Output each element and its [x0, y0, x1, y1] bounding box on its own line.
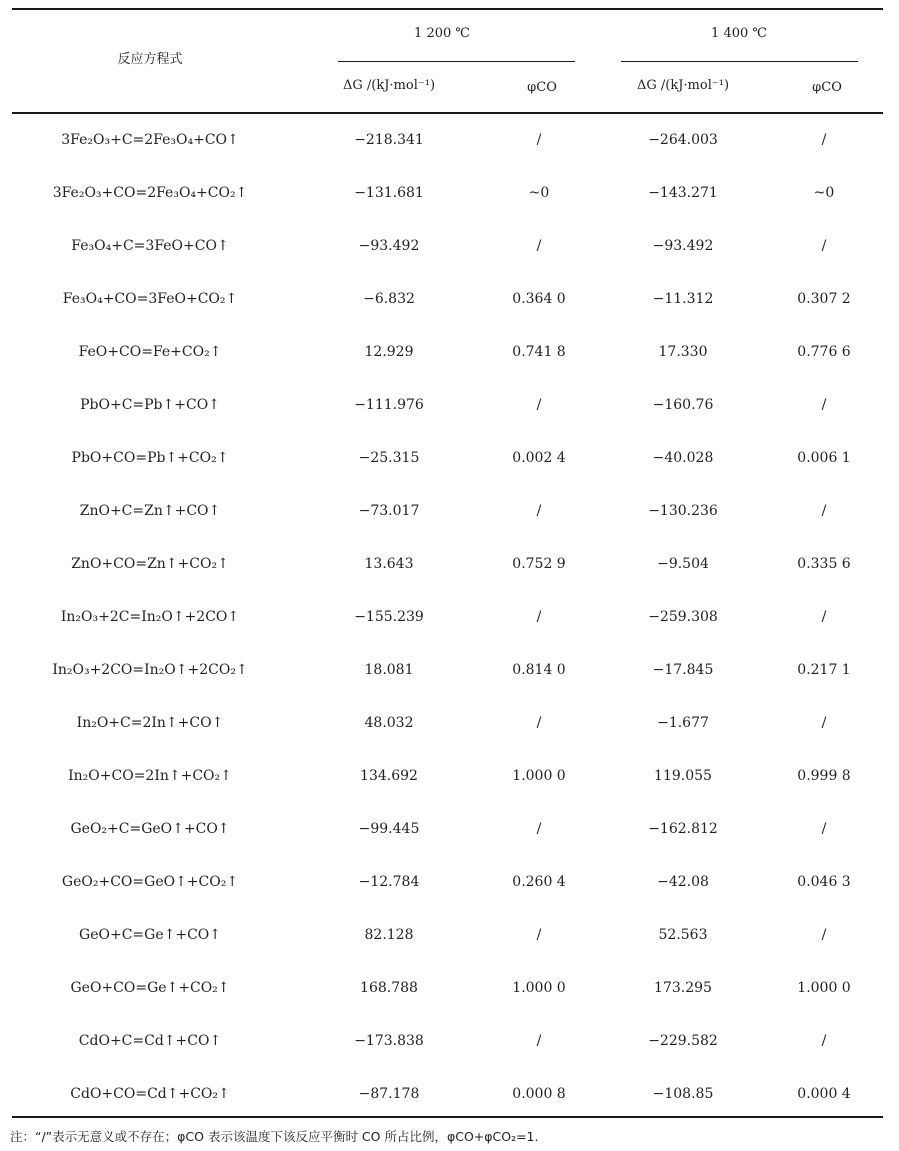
table-row	[12, 590, 883, 643]
table-row	[12, 484, 883, 537]
table-row	[12, 750, 883, 803]
phi-co-1200-cell: /	[536, 927, 542, 944]
phi-co-1200-cell: /	[536, 237, 542, 254]
phi-co-1200-cell: /	[536, 715, 542, 732]
phi-co-1400-cell: /	[821, 608, 827, 625]
delta-g-1400-cell: −160.76	[652, 396, 714, 413]
table-footnote: 注：“/”表示无意义或不存在；φCO 表示该温度下该反应平衡时 CO 所占比例，φCO+φCO₂=1.	[10, 1129, 539, 1144]
reaction-column-header: 反应方程式	[117, 52, 183, 67]
equation-cell: ZnO+CO=Zn↑+CO₂↑	[71, 555, 229, 572]
table-row	[12, 697, 883, 750]
phi-co-1400-cell: /	[821, 927, 827, 944]
phi-co-1400-cell: /	[821, 1033, 827, 1050]
equation-cell: 3Fe₂O₃+C=2Fe₃O₄+CO↑	[61, 131, 239, 148]
temp2-group-rule	[621, 61, 858, 62]
phi-co-1400-cell: 0.335 6	[797, 555, 851, 572]
delta-g-1400-cell: −130.236	[648, 502, 718, 519]
delta-g-1400-cell: −143.271	[648, 184, 718, 201]
delta-g-1200-cell: 168.788	[360, 980, 418, 997]
phi-co-1200-cell: /	[536, 396, 542, 413]
equation-cell: In₂O+C=2In↑+CO↑	[76, 715, 224, 732]
delta-g-1200-cell: 82.128	[364, 927, 414, 944]
equation-cell: Fe₃O₄+C=3FeO+CO↑	[71, 237, 229, 254]
phi-co-1200-cell: ~0	[528, 184, 550, 201]
delta-g-1200-cell: −218.341	[354, 131, 424, 148]
delta-g-1400-cell: 119.055	[654, 768, 712, 785]
delta-g-1400-cell: 17.330	[658, 343, 708, 360]
delta-g-1200-cell: −131.681	[354, 184, 424, 201]
equation-cell: PbO+CO=Pb↑+CO₂↑	[71, 449, 229, 466]
phi-co-1400-header: φCO	[812, 80, 842, 95]
table-row	[12, 803, 883, 856]
equation-cell: In₂O+CO=2In↑+CO₂↑	[68, 768, 232, 785]
phi-co-1400-cell: /	[821, 237, 827, 254]
phi-co-1400-cell: /	[821, 715, 827, 732]
phi-co-1200-cell: 0.752 9	[512, 555, 566, 572]
delta-g-1200-header: ΔG /(kJ·mol⁻¹)	[342, 78, 436, 93]
phi-co-1400-cell: /	[821, 821, 827, 838]
equation-cell: PbO+C=Pb↑+CO↑	[80, 396, 220, 413]
phi-co-1200-cell: 1.000 0	[512, 980, 566, 997]
delta-g-1200-cell: −87.178	[358, 1086, 420, 1103]
table-row	[12, 166, 883, 219]
table-row	[12, 537, 883, 590]
phi-co-1200-cell: /	[536, 131, 542, 148]
table-row	[12, 113, 883, 166]
delta-g-1400-cell: 173.295	[654, 980, 712, 997]
equation-cell: In₂O₃+2CO=In₂O↑+2CO₂↑	[52, 661, 248, 678]
table-row	[12, 219, 883, 272]
phi-co-1200-cell: 0.364 0	[512, 290, 566, 307]
phi-co-1200-cell: /	[536, 1033, 542, 1050]
delta-g-1400-cell: −9.504	[657, 555, 709, 572]
delta-g-1200-cell: −155.239	[354, 608, 424, 625]
phi-co-1200-header: φCO	[527, 80, 557, 95]
phi-co-1400-cell: 0.776 6	[797, 343, 851, 360]
phi-co-1200-cell: 0.002 4	[512, 449, 566, 466]
temp-1400-header: 1 400 ℃	[711, 26, 767, 41]
delta-g-1400-cell: −108.85	[652, 1086, 714, 1103]
delta-g-1200-cell: −12.784	[358, 874, 420, 891]
delta-g-1200-cell: −111.976	[354, 396, 424, 413]
delta-g-1200-cell: 134.692	[360, 768, 418, 785]
delta-g-1200-cell: −73.017	[358, 502, 420, 519]
equation-cell: GeO₂+C=GeO↑+CO↑	[70, 821, 230, 838]
table-row	[12, 272, 883, 325]
table-top-rule	[12, 8, 883, 10]
delta-g-1400-cell: −11.312	[652, 290, 714, 307]
phi-co-1400-cell: 0.307 2	[797, 290, 851, 307]
phi-co-1200-cell: /	[536, 821, 542, 838]
table-row	[12, 378, 883, 431]
table-row	[12, 962, 883, 1015]
phi-co-1200-cell: 0.814 0	[512, 661, 566, 678]
phi-co-1200-cell: 1.000 0	[512, 768, 566, 785]
table-row	[12, 431, 883, 484]
phi-co-1200-cell: 0.260 4	[512, 874, 566, 891]
delta-g-1200-cell: 12.929	[364, 343, 414, 360]
equation-cell: GeO+C=Ge↑+CO↑	[79, 927, 221, 944]
phi-co-1400-cell: /	[821, 396, 827, 413]
table-body	[12, 113, 883, 1121]
delta-g-1400-cell: −17.845	[652, 661, 714, 678]
delta-g-1200-cell: −99.445	[358, 821, 420, 838]
delta-g-1200-cell: 18.081	[364, 661, 414, 678]
delta-g-1400-cell: −264.003	[648, 131, 718, 148]
delta-g-1200-cell: 48.032	[364, 715, 414, 732]
phi-co-1400-cell: 0.999 8	[797, 768, 851, 785]
phi-co-1400-cell: /	[821, 131, 827, 148]
table-row	[12, 856, 883, 909]
delta-g-1400-cell: 52.563	[658, 927, 708, 944]
phi-co-1200-cell: /	[536, 608, 542, 625]
delta-g-1400-cell: −229.582	[648, 1033, 718, 1050]
phi-co-1400-cell: 0.217 1	[797, 661, 851, 678]
delta-g-1200-cell: −6.832	[363, 290, 415, 307]
temp1-group-rule	[338, 61, 575, 62]
delta-g-1400-cell: −259.308	[648, 608, 718, 625]
delta-g-1200-cell: −93.492	[358, 237, 420, 254]
delta-g-1400-cell: −93.492	[652, 237, 714, 254]
phi-co-1400-cell: ~0	[813, 184, 835, 201]
delta-g-1400-cell: −162.812	[648, 821, 718, 838]
equation-cell: 3Fe₂O₃+CO=2Fe₃O₄+CO₂↑	[52, 184, 248, 201]
equation-cell: CdO+C=Cd↑+CO↑	[78, 1033, 222, 1050]
table-row	[12, 325, 883, 378]
equation-cell: CdO+CO=Cd↑+CO₂↑	[70, 1086, 230, 1103]
equation-cell: In₂O₃+2C=In₂O↑+2CO↑	[60, 608, 240, 625]
table-row	[12, 1068, 883, 1121]
delta-g-1200-cell: −173.838	[354, 1033, 424, 1050]
delta-g-1400-cell: −42.08	[657, 874, 709, 891]
phi-co-1200-cell: /	[536, 502, 542, 519]
equation-cell: GeO+CO=Ge↑+CO₂↑	[70, 980, 230, 997]
delta-g-1400-cell: −40.028	[652, 449, 714, 466]
delta-g-1400-header: ΔG /(kJ·mol⁻¹)	[636, 78, 730, 93]
phi-co-1400-cell: 1.000 0	[797, 980, 851, 997]
delta-g-1200-cell: −25.315	[358, 449, 420, 466]
table-row	[12, 643, 883, 696]
temp-1200-header: 1 200 ℃	[414, 26, 470, 41]
delta-g-1200-cell: 13.643	[364, 555, 414, 572]
phi-co-1200-cell: 0.000 8	[512, 1086, 566, 1103]
phi-co-1400-cell: 0.046 3	[797, 874, 851, 891]
equation-cell: GeO₂+CO=GeO↑+CO₂↑	[61, 874, 239, 891]
equation-cell: ZnO+C=Zn↑+CO↑	[79, 502, 221, 519]
delta-g-1400-cell: −1.677	[657, 715, 709, 732]
phi-co-1400-cell: 0.000 4	[797, 1086, 851, 1103]
phi-co-1200-cell: 0.741 8	[512, 343, 566, 360]
equation-cell: FeO+CO=Fe+CO₂↑	[78, 343, 222, 360]
table-row	[12, 1015, 883, 1068]
phi-co-1400-cell: 0.006 1	[797, 449, 851, 466]
table-row	[12, 909, 883, 962]
equation-cell: Fe₃O₄+CO=3FeO+CO₂↑	[62, 290, 238, 307]
phi-co-1400-cell: /	[821, 502, 827, 519]
